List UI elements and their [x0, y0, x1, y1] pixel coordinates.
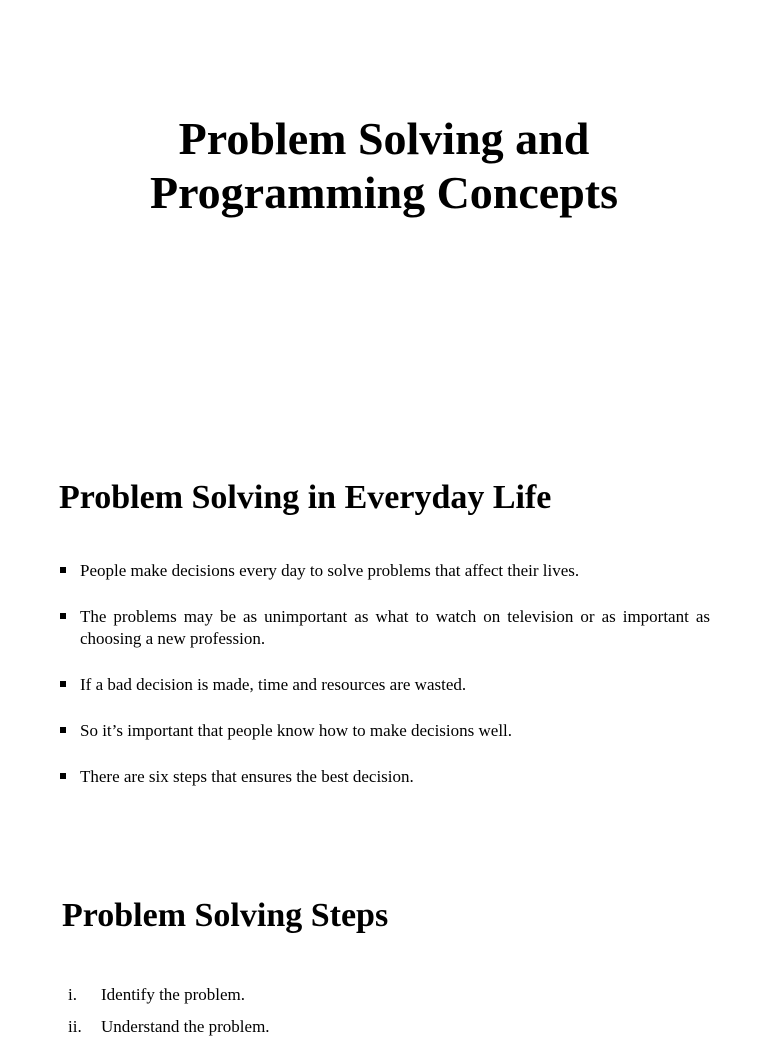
- bullet-text: If a bad decision is made, time and resources are wasted.: [80, 675, 467, 694]
- square-bullet-icon: [60, 567, 66, 573]
- steps-list: [60, 984, 700, 1048]
- bullet-text: People make decisions every day to solve problems that affect their lives.: [80, 561, 580, 580]
- list-item: [60, 984, 700, 1006]
- list-item: [60, 1016, 700, 1038]
- list-item: [58, 674, 710, 696]
- square-bullet-icon: [60, 773, 66, 779]
- step-text: Understand the problem.: [101, 1017, 270, 1036]
- list-item: [58, 606, 710, 650]
- title-line-1: Problem Solving and: [178, 113, 590, 164]
- square-bullet-icon: [60, 727, 66, 733]
- list-item: [58, 560, 710, 582]
- step-numeral: ii.: [68, 1017, 82, 1036]
- square-bullet-icon: [60, 613, 66, 619]
- document-title: [0, 112, 768, 220]
- bullet-text: The problems may be as unimportant as what to watch on television or as important as choosing a new profession.: [80, 607, 710, 648]
- square-bullet-icon: [60, 681, 66, 687]
- bullet-text: So it’s important that people know how to make decisions well.: [80, 721, 513, 740]
- title-line-2: Programming Concepts: [149, 167, 619, 218]
- step-numeral: i.: [68, 985, 77, 1004]
- bullet-text: There are six steps that ensures the best decision.: [80, 767, 414, 786]
- list-item: [58, 720, 710, 742]
- step-text: Identify the problem.: [101, 985, 245, 1004]
- section-heading-everyday-life: Problem Solving in Everyday Life: [59, 479, 552, 516]
- section-heading-steps: Problem Solving Steps: [62, 897, 389, 934]
- everyday-bullet-list: [58, 560, 710, 812]
- list-item: [58, 766, 710, 788]
